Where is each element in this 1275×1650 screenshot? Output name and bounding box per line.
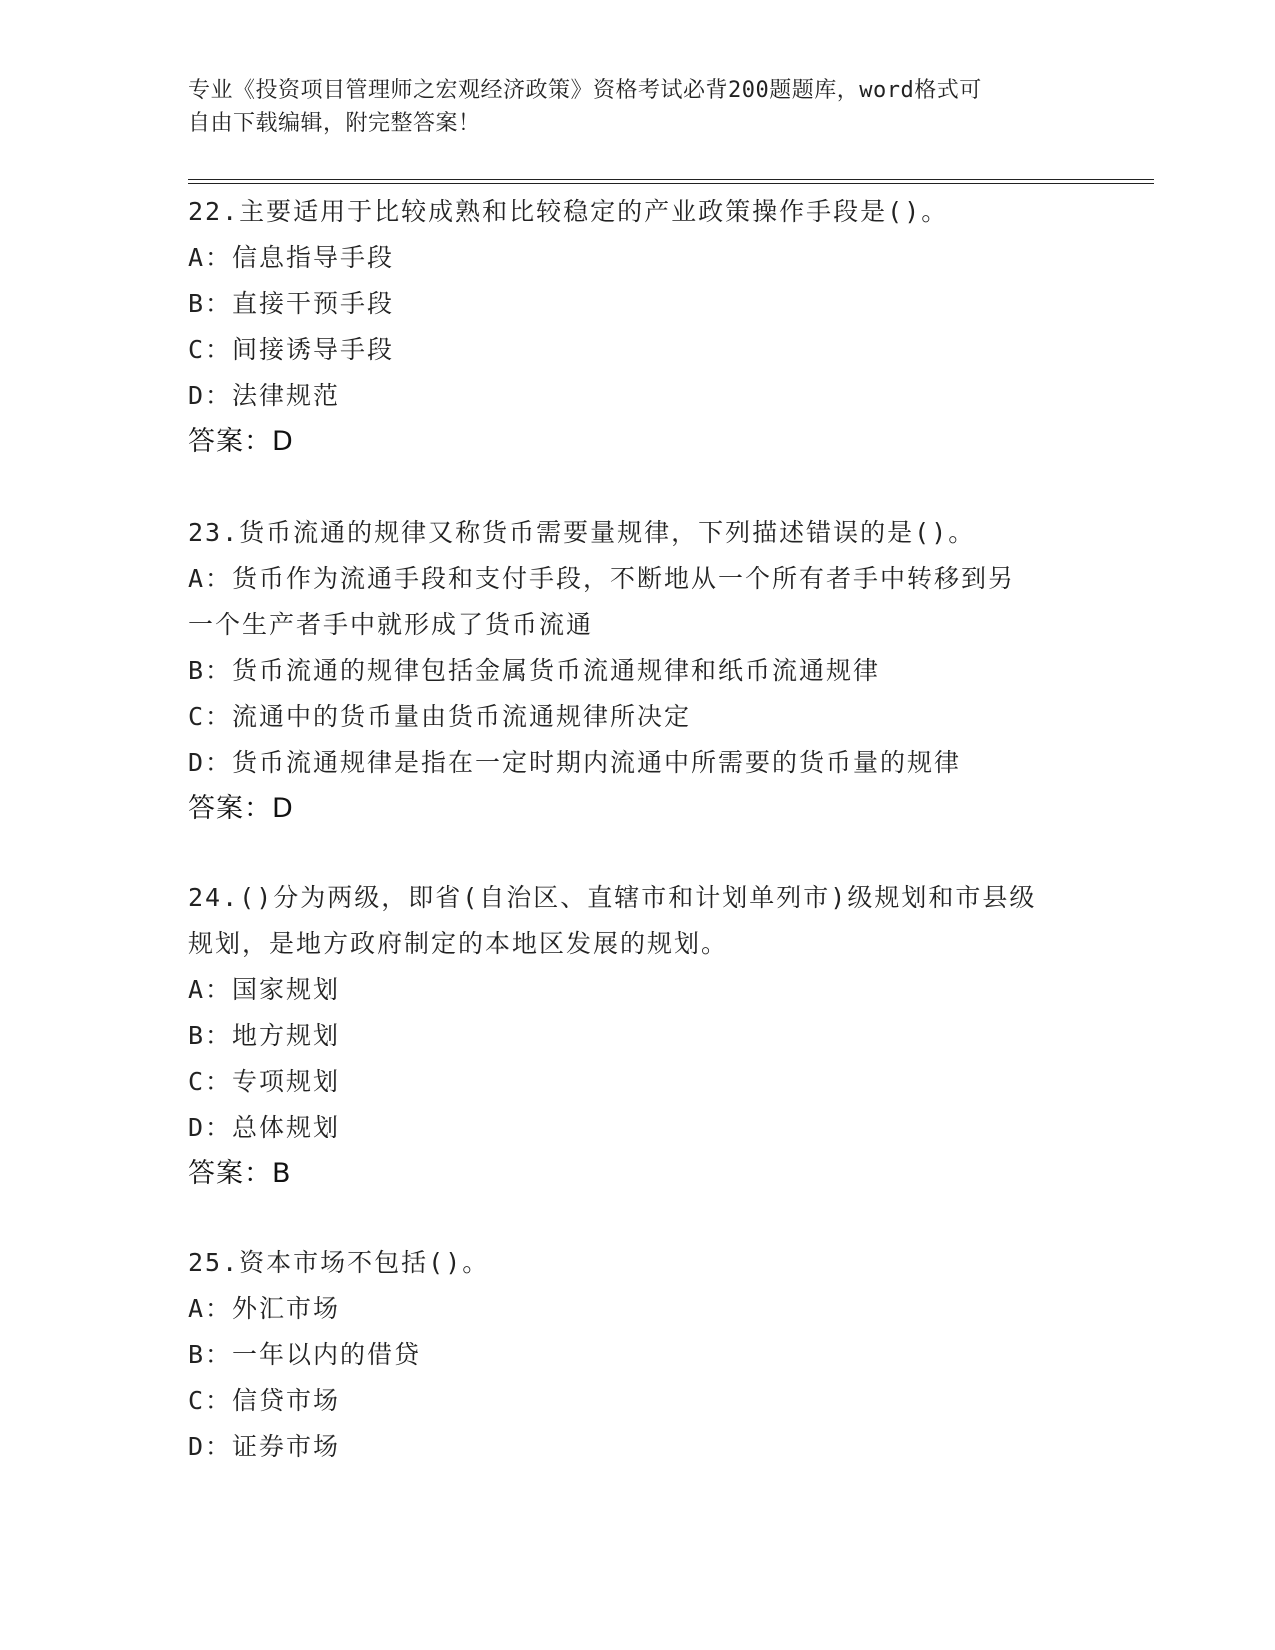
- option-c: C：流通中的货币量由货币流通规律所决定: [188, 702, 692, 731]
- question-stem: 25.资本市场不包括()。: [188, 1248, 490, 1277]
- option-d: D：货币流通规律是指在一定时期内流通中所需要的货币量的规律: [188, 748, 962, 777]
- answer: 答案：B: [188, 1158, 292, 1189]
- option-a-continued: 一个生产者手中就形成了货币流通: [188, 610, 594, 639]
- answer: 答案：D: [188, 426, 294, 457]
- option-b: B：一年以内的借贷: [188, 1340, 422, 1369]
- option-b: B：地方规划: [188, 1021, 341, 1050]
- option-a: A：国家规划: [188, 975, 341, 1004]
- question-23: [188, 510, 1088, 832]
- question-22: [188, 189, 1088, 465]
- question-25: [188, 1240, 1088, 1470]
- document-header: [188, 74, 1088, 140]
- question-24: [188, 875, 1088, 1197]
- header-line-2: 自由下载编辑，附完整答案！: [188, 111, 481, 136]
- option-b: B：货币流通的规律包括金属货币流通规律和纸币流通规律: [188, 656, 881, 685]
- answer: 答案：D: [188, 793, 294, 824]
- option-c: C：间接诱导手段: [188, 335, 395, 364]
- header-line-1: 专业《投资项目管理师之宏观经济政策》资格考试必背200题题库，word格式可: [188, 78, 982, 103]
- option-d: D：总体规划: [188, 1113, 341, 1142]
- option-a: A：外汇市场: [188, 1294, 341, 1323]
- option-d: D：证券市场: [188, 1432, 341, 1461]
- option-a: A：货币作为流通手段和支付手段，不断地从一个所有者手中转移到另: [188, 564, 1016, 593]
- option-a: A：信息指导手段: [188, 243, 395, 272]
- header-divider-bottom: [188, 183, 1154, 184]
- question-stem: 23.货币流通的规律又称货币需要量规律，下列描述错误的是()。: [188, 518, 976, 547]
- option-c: C：信贷市场: [188, 1386, 341, 1415]
- question-stem-continued: 规划，是地方政府制定的本地区发展的规划。: [188, 929, 729, 958]
- question-stem: 24.()分为两级，即省(自治区、直辖市和计划单列市)级规划和市县级: [188, 883, 1037, 912]
- option-b: B：直接干预手段: [188, 289, 395, 318]
- question-stem: 22.主要适用于比较成熟和比较稳定的产业政策操作手段是()。: [188, 197, 949, 226]
- option-c: C：专项规划: [188, 1067, 341, 1096]
- option-d: D：法律规范: [188, 381, 341, 410]
- header-divider-top: [188, 179, 1154, 180]
